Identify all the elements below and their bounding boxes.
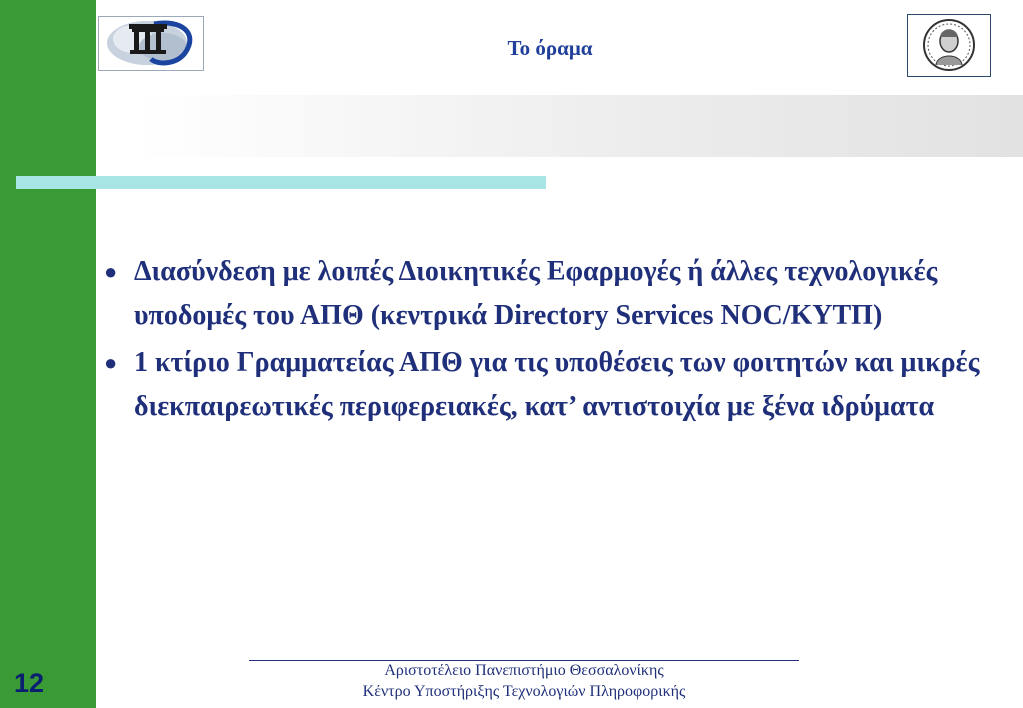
footer (249, 660, 799, 702)
bullet-list (104, 250, 984, 432)
bullet-item (104, 341, 984, 429)
header-gradient-band (136, 95, 1023, 157)
aristotle-portrait-seal-icon (907, 14, 991, 77)
footer-university: Αριστοτέλειο Πανεπιστήμιο Θεσσαλονίκης (384, 662, 664, 679)
bullet-text: Διασύνδεση με λοιπές Διοικητικές Εφαρμογές ή άλλες τεχνολογικές υποδομές του ΑΠΘ (κεντρικά Directory Services NOC/ΚΥΤΠ) (134, 256, 938, 331)
bullet-dot-icon: ● (104, 350, 118, 375)
bullet-dot-icon: ● (104, 259, 118, 284)
slide-title: Το όραμα (507, 36, 593, 60)
bullet-text: 1 κτίριο Γραμματείας ΑΠΘ για τις υποθέσεις των φοιτητών και μικρές διεκπαιρεωτικές περιφερειακές, κατ’ αντιστοιχία με ξένα ιδρύματα (134, 347, 980, 422)
university-columns-logo-icon (98, 16, 204, 71)
accent-bar (16, 176, 546, 189)
footer-center: Κέντρο Υποστήριξης Τεχνολογιών Πληροφορικής (362, 683, 686, 700)
page-number: 12 (14, 668, 45, 698)
left-sidebar (0, 0, 96, 708)
bullet-item (104, 250, 984, 338)
